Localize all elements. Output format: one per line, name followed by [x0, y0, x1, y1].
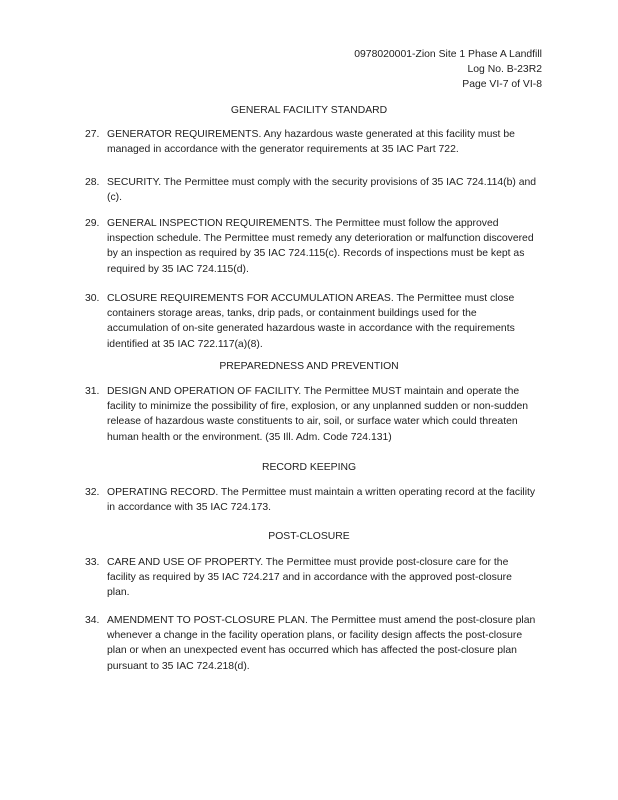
condition-text: GENERATOR REQUIREMENTS. Any hazardous waste generated at this facility must be managed in accordance with the generator requirements at 35 IAC Part 722. — [107, 129, 515, 156]
condition-number: 29. — [85, 218, 100, 229]
condition-text: CARE AND USE OF PROPERTY. The Permittee must provide post-closure care for the facility as required by 35 IAC 724.217 and in accordance with the approved post-closure plan. — [107, 557, 512, 599]
condition-number: 33. — [85, 557, 100, 568]
condition-item-32 — [85, 485, 537, 515]
condition-text: AMENDMENT TO POST-CLOSURE PLAN. The Permittee must amend the post-closure plan whenever a change in the facility operation plans, or facility design affects the post-closure plan or when an unexpected event has occurred which has affected the post-closure plan pursuant to 35 IAC 724.218(d). — [107, 615, 536, 672]
condition-item-29 — [85, 216, 537, 277]
condition-text: DESIGN AND OPERATION OF FACILITY. The Permittee MUST maintain and operate the facility to minimize the possibility of fire, explosion, or any unplanned sudden or non-sudden release of hazardous waste constituents to air, soil, or surface water which could threaten human health or the environment. (35 Ill. Adm. Code 724.131) — [107, 386, 529, 443]
condition-item-30 — [85, 291, 537, 352]
condition-number: 34. — [85, 615, 100, 626]
header-permit-id: 0978020001-Zion Site 1 Phase A Landfill — [354, 49, 542, 60]
condition-item-34 — [85, 613, 537, 674]
condition-item-27 — [85, 127, 537, 157]
condition-text: SECURITY. The Permittee must comply with the security provisions of 35 IAC 724.114(b) and (c). — [107, 177, 537, 204]
condition-number: 31. — [85, 386, 100, 397]
section-title-general-facility-standard: GENERAL FACILITY STANDARD — [230, 105, 388, 116]
header-log-number: Log No. B-23R2 — [467, 64, 542, 75]
section-title-preparedness-and-prevention: PREPAREDNESS AND PREVENTION — [219, 361, 399, 372]
header-page-number: Page VI-7 of VI-8 — [462, 79, 542, 90]
section-title-post-closure: POST-CLOSURE — [268, 531, 350, 542]
condition-number: 27. — [85, 129, 100, 140]
condition-number: 32. — [85, 487, 100, 498]
condition-text: GENERAL INSPECTION REQUIREMENTS. The Permittee must follow the approved inspection schedule. The Permittee must remedy any deterioration or malfunction discovered by an inspection as required by 35 IAC 724.115(c). Records of inspections must be kept as required by 35 IAC 724.115(d). — [107, 218, 534, 275]
section-title-record-keeping: RECORD KEEPING — [261, 462, 357, 473]
condition-item-28 — [85, 175, 537, 205]
condition-text: OPERATING RECORD. The Permittee must maintain a written operating record at the facility in accordance with 35 IAC 724.173. — [107, 487, 536, 514]
condition-number: 28. — [85, 177, 100, 188]
document-header — [354, 47, 542, 92]
condition-item-33 — [85, 555, 537, 601]
condition-number: 30. — [85, 293, 100, 304]
condition-text: CLOSURE REQUIREMENTS FOR ACCUMULATION AREAS. The Permittee must close containers storage areas, tanks, drip pads, or containment buildings used for the accumulation of on-site generated hazardous waste in accordance with the requirements identified at 35 IAC 722.117(a)(8). — [107, 293, 515, 350]
condition-item-31 — [85, 384, 537, 445]
